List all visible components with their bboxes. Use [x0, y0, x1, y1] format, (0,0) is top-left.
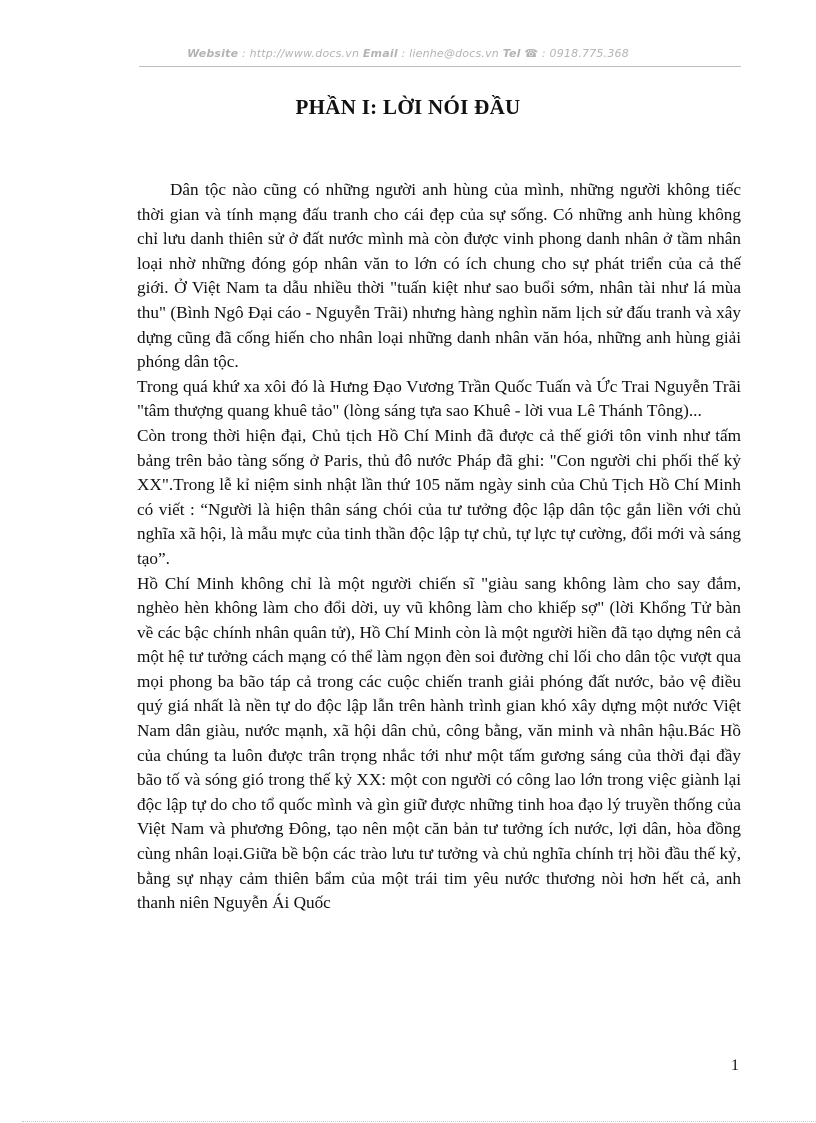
header-divider [139, 66, 741, 67]
page-bottom-divider [22, 1121, 816, 1122]
page-title: PHẦN I: LỜI NÓI ĐẦU [295, 95, 521, 119]
website-value: http://www.docs.vn [249, 47, 360, 60]
email-value: lienhe@docs.vn [409, 47, 499, 60]
tel-label: Tel [502, 47, 521, 60]
email-label: Email [362, 47, 398, 60]
phone-icon: ☎ [524, 47, 539, 60]
document-body [137, 178, 741, 916]
paragraph: Dân tộc nào cũng có những người anh hùng của mình, những người không tiếc thời gian và tính mạng đấu tranh cho cái đẹp của sự sống. Có những anh hùng không chỉ lưu danh thiên sử ở đất nước mình mà còn được vinh phong danh nhân ở tầm nhân loại nhờ những đóng góp nhân văn to lớn có ích chung cho sự phát triển của cả thế giới. Ở Việt Nam ta dẫu nhiều thời "tuấn kiệt như sao buổi sớm, nhân tài như lá mùa thu" (Bình Ngô Đại cáo - Nguyễn Trãi) nhưng hàng nghìn năm lịch sử đấu tranh và xây dựng cũng đã cống hiến cho nhân loại những danh nhân văn hóa, những anh hùng giải phóng dân tộc. [137, 180, 741, 372]
paragraph: Còn trong thời hiện đại, Chủ tịch Hồ Chí Minh đã được cả thế giới tôn vinh như tấm bảng trên bảo tàng sống ở Paris, thủ đô nước Pháp đã ghi: "Con người chi phối thế kỷ XX".Trong lễ kỉ niệm sinh nhật lần thứ 105 năm ngày sinh của Chủ Tịch Hồ Chí Minh có viết : “Người là hiện thân sáng chói của tư tưởng độc lập dân tộc gắn liền với chủ nghĩa xã hội, là mẫu mực của tinh thần độc lập tự chủ, tự lực tự cường, đổi mới và sáng tạo”. [137, 425, 741, 568]
tel-value: 0918.775.368 [549, 47, 629, 60]
page-header: Website : http://www.docs.vn Email : lienhe@docs.vn Tel ☎ : 0918.775.368 [187, 47, 629, 60]
page-number: 1 [731, 1057, 739, 1074]
paragraph: Hồ Chí Minh không chỉ là một người chiến sĩ "giàu sang không làm cho say đắm, nghèo hèn không làm cho đổi dời, uy vũ không làm cho khiếp sợ" (lời Khổng Tử bàn về các bậc chính nhân quân tử), Hồ Chí Minh còn là một người hiền đã tạo dựng nên cả một hệ tư tưởng cách mạng có thể làm ngọn đèn soi đường chỉ lối cho dân tộc vượt qua mọi phong ba bão táp cả trong các cuộc chiến tranh giải phóng đất nước, bảo vệ điều quý giá nhất là nền tự do độc lập lẫn trên hành trình gian khó xây dựng một nước Việt Nam dân giàu, nước mạnh, xã hội dân chủ, công bằng, văn minh và nhân hậu.Bác Hồ của chúng ta luôn được trân trọng nhắc tới như một tấm gương sáng của thời đại đầy bão tố và sóng gió trong thế kỷ XX: một con người có công lao lớn trong việc giành lại độc lập tự do cho tổ quốc mình và gìn giữ được những tinh hoa đạo lý truyền thống của Việt Nam và phương Đông, tạo nên một căn bản tư tưởng ích nước, lợi dân, hòa đồng cùng nhân loại.Giữa bề bộn các trào lưu tư tưởng và chủ nghĩa chính trị hồi đầu thế kỷ, bằng sự nhạy cảm thiên bẩm của một trái tim yêu nước thương nòi hơn hết cả, anh thanh niên Nguyễn Ái Quốc [137, 573, 741, 913]
website-label: Website [187, 47, 239, 60]
paragraph: Trong quá khứ xa xôi đó là Hưng Đạo Vương Trần Quốc Tuấn và Ức Trai Nguyễn Trãi "tâm thượng quang khuê tảo" (lòng sáng tựa sao Khuê - lời vua Lê Thánh Tông)... [137, 376, 741, 421]
